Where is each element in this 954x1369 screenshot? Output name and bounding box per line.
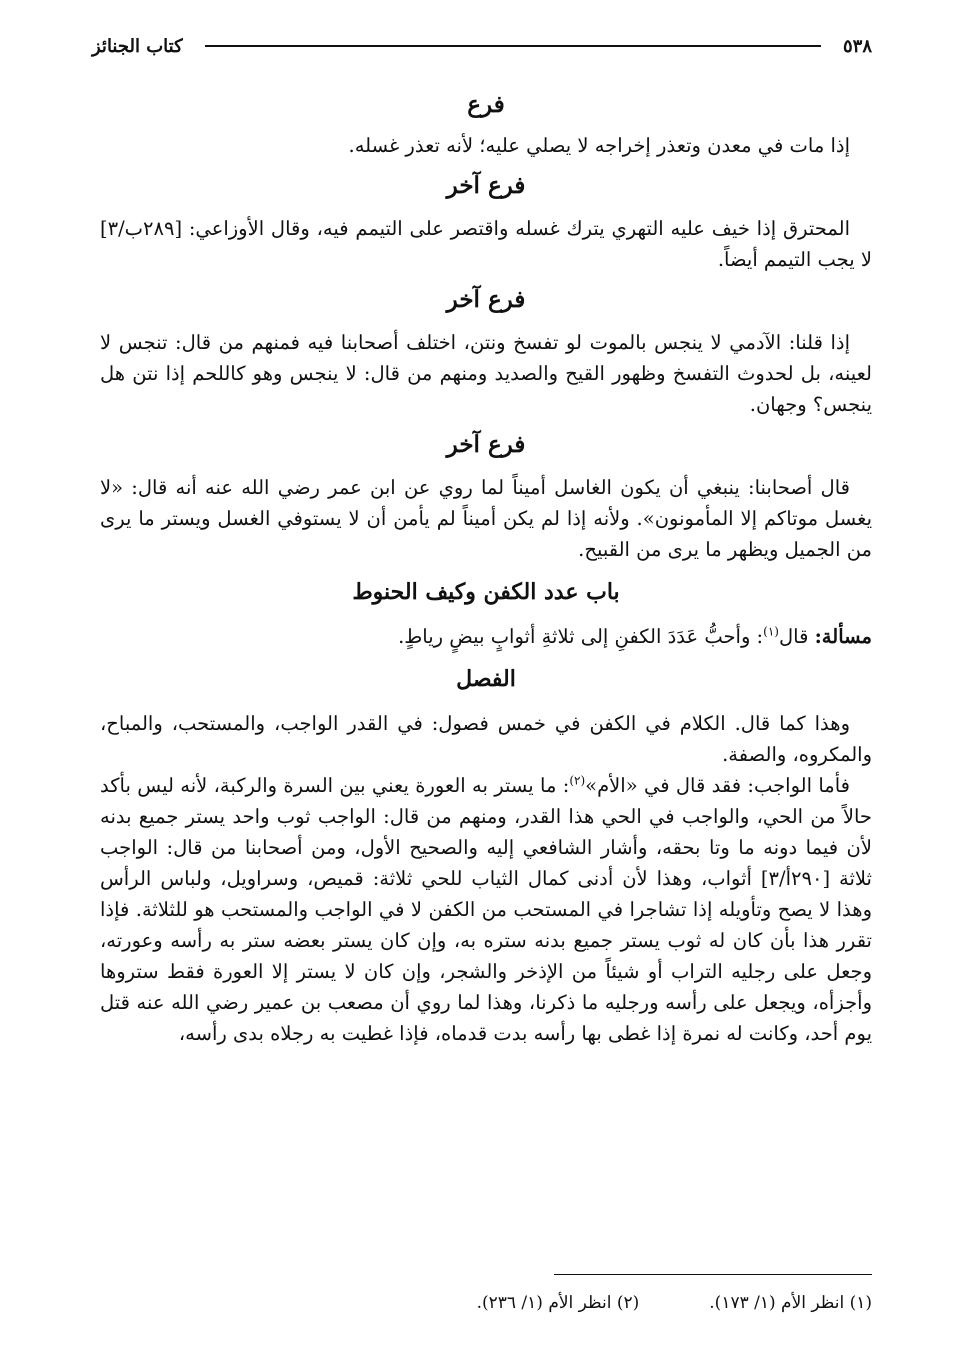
paragraph-5: وهذا كما قال. الكلام في الكفن في خمس فصول: في القدر الواجب، والمستحب، والمباح، والمكروه، والصفة. bbox=[100, 712, 872, 766]
paragraph-2: المحترق إذا خيف عليه التهري يترك غسله واقتصر على التيمم فيه، وقال الأوزاعي: [٢٨٩ب/٣] لا يجب التيمم أيضاً. bbox=[100, 217, 872, 271]
footnote-ref-2: (٢) bbox=[569, 773, 586, 788]
page-number: ٥٣٨ bbox=[842, 35, 872, 57]
footnote-2: (٢) انظر الأم (١/ ٢٣٦). bbox=[476, 1293, 640, 1313]
section-heading-3: فرع آخر bbox=[446, 286, 526, 313]
running-header bbox=[92, 26, 872, 66]
footnote-rule bbox=[554, 1274, 872, 1275]
paragraph-1: إذا مات في معدن وتعذر إخراجه لا يصلي عليه؛ لأنه تعذر غسله. bbox=[348, 134, 850, 157]
paragraph-3: إذا قلنا: الآدمي لا ينجس بالموت لو تفسخ ونتن، اختلف أصحابنا فيه فمنهم من قال: تنجس لا لعينه، بل لحدوث التفسخ وظهور القيح والصديد ومنهم من قال: لا ينجس وهو كاللحم إذا نتن هل ينجس؟ وجهان. bbox=[100, 331, 872, 416]
masala-pre: قال bbox=[778, 625, 815, 648]
header-rule bbox=[205, 45, 821, 47]
paragraph-4: قال أصحابنا: ينبغي أن يكون الغاسل أميناً لما روي عن ابن عمر رضي الله عنه أنه قال: «لا يغسل موتاكم إلا المأمونون». ولأنه إذا لم يكن أميناً لم يأمن أن لا يستوفي الغسل ويستر ما يرى من الجميل ويظهر ما يرى من القبيح. bbox=[100, 476, 872, 561]
section-heading-2: فرع آخر bbox=[446, 172, 526, 199]
paragraph-6-pre: فأما الواجب: فقد قال في «الأم» bbox=[585, 774, 850, 797]
footnotes bbox=[100, 1290, 872, 1316]
section-heading-4: فرع آخر bbox=[446, 431, 526, 458]
footnote-1: (١) انظر الأم (١/ ١٧٣). bbox=[709, 1293, 872, 1313]
paragraph-6-text: : ما يستر به العورة يعني بين السرة والركبة، لأنه ليس بأكد حالاً من الحي، والواجب في الحي هذا القدر، ومنهم من قال: الواجب ثوب واحد يستر جميع بدنه لأن فيما دونه ما وتا بحقه، وأشار الشافعي إليه والصحيح الأول، ومن أصحابنا من قال: الواجب ثلاثة [٢٩٠أ/٣] أثواب، وهذا لأن أدنى كمال الثياب للحي ثلاثة: قميص، وسراويل، ولباس الرأس وهذا لا يصح وتأويله إذا تشاجرا في المستحب من الكفن لا في الواجب والمستحب هو للثلاثة. فإذا تقرر هذا بأن كان له ثوب يستر جميع بدنه ستره به، وإن كان يستر بعضه ستر به رأسه وعورته، وجعل على رجليه التراب أو شيئاً من الإذخر والشجر، وإن كان لا يستر إلا العورة فقط ستروها وأجزأه، ويجعل على رأسه ورجليه ما ذكرنا، وهذا لما روي أن مصعب بن عمير رضي الله عنه قتل يوم أحد، وكانت له نمرة إذا غطى بها رأسه بدت قدماه، فإذا غطيت به رجلاه بدى رأسه، bbox=[100, 774, 872, 1045]
footnote-ref-1: (١) bbox=[763, 624, 779, 639]
page-body bbox=[100, 86, 872, 1049]
paragraph-6 bbox=[100, 770, 872, 1049]
fasl-heading: الفصل bbox=[456, 666, 516, 692]
masala-text: : وأحبُّ عَدَدَ الكفنِ إلى ثلاثةِ أثوابٍ بيضٍ رياطٍ. bbox=[398, 625, 764, 648]
chapter-heading: باب عدد الكفن وكيف الحنوط bbox=[352, 579, 620, 605]
masala-label: مسألة: bbox=[814, 625, 872, 648]
section-heading-1: فرع bbox=[467, 91, 505, 118]
book-title: كتاب الجنائز bbox=[92, 35, 183, 57]
masala-paragraph bbox=[100, 621, 872, 652]
